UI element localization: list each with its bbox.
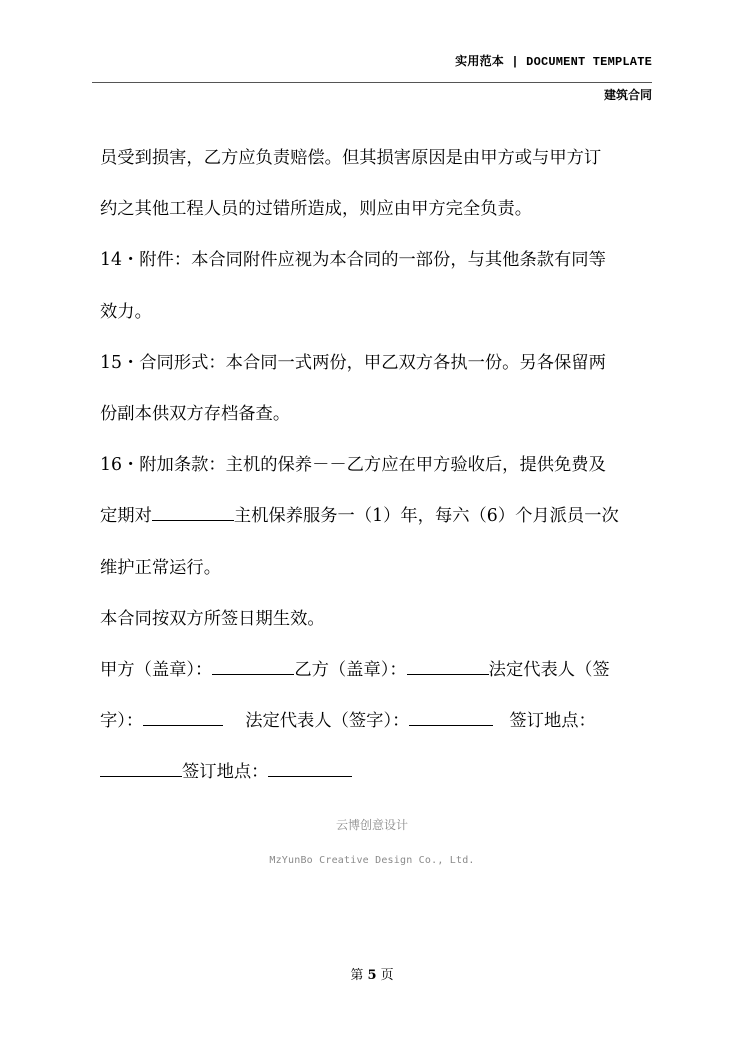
page-prefix: 第 xyxy=(350,968,364,983)
fill-in-blank[interactable] xyxy=(152,520,234,521)
clause-16-text: 主机保养服务一（1）年，每六（6）个月派员一次 xyxy=(233,506,619,527)
paragraph-line: 约之其他工程人员的过错所造成，则应由甲方完全负责。 xyxy=(100,199,533,220)
party-a-seal-blank[interactable] xyxy=(212,674,294,675)
clause-15-line: 15・合同形式：本合同一式两份，甲乙双方各执一份。另各保留两 xyxy=(100,352,606,373)
footer-company-en: MzYunBo Creative Design Co., Ltd. xyxy=(269,855,475,866)
legal-rep-sign-blank[interactable] xyxy=(409,725,493,726)
signature-line xyxy=(100,747,652,798)
page-number xyxy=(0,964,744,983)
party-b-seal-label: 乙方（盖章）： xyxy=(294,659,407,680)
page-number-value: 5 xyxy=(367,968,377,983)
clause-16-line: 维护正常运行。 xyxy=(100,557,221,578)
signature-line xyxy=(100,645,652,696)
signing-place-label: 签订地点： xyxy=(509,711,596,732)
party-a-seal-label: 甲方（盖章）： xyxy=(100,659,213,680)
signing-place-label: 签订地点： xyxy=(182,762,269,783)
clause-16-line: 16・附加条款：主机的保养－－乙方应在甲方验收后，提供免费及 xyxy=(100,455,606,476)
header-subtitle: 建筑合同 xyxy=(603,88,652,102)
page-suffix: 页 xyxy=(380,968,394,983)
clause-14-line: 14・附件：本合同附件应视为本合同的一部份，与其他条款有同等 xyxy=(100,250,606,271)
clause-16-line xyxy=(100,491,652,542)
header-title: 实用范本 | DOCUMENT TEMPLATE xyxy=(455,55,652,69)
signature-line xyxy=(100,696,652,747)
party-b-seal-blank[interactable] xyxy=(407,674,489,675)
effective-clause: 本合同按双方所签日期生效。 xyxy=(100,608,325,629)
footer-company-cn: 云博创意设计 xyxy=(335,818,408,832)
legal-rep-label-cont: 字）： xyxy=(100,711,144,732)
legal-rep-blank[interactable] xyxy=(143,725,223,726)
document-body xyxy=(100,133,652,798)
clause-16-text: 定期对 xyxy=(100,506,152,527)
header-divider xyxy=(92,82,652,83)
legal-rep-label: 法定代表人（签 xyxy=(488,659,610,680)
clause-14-line: 效力。 xyxy=(100,301,152,322)
signing-place-blank[interactable] xyxy=(268,776,352,777)
clause-15-line: 份副本供双方存档备查。 xyxy=(100,403,291,424)
legal-rep-sign-label: 法定代表人（签字）： xyxy=(245,711,410,732)
paragraph-line: 员受到损害，乙方应负责赔偿。但其损害原因是由甲方或与甲方订 xyxy=(100,148,602,168)
signing-place-blank[interactable] xyxy=(100,776,182,777)
